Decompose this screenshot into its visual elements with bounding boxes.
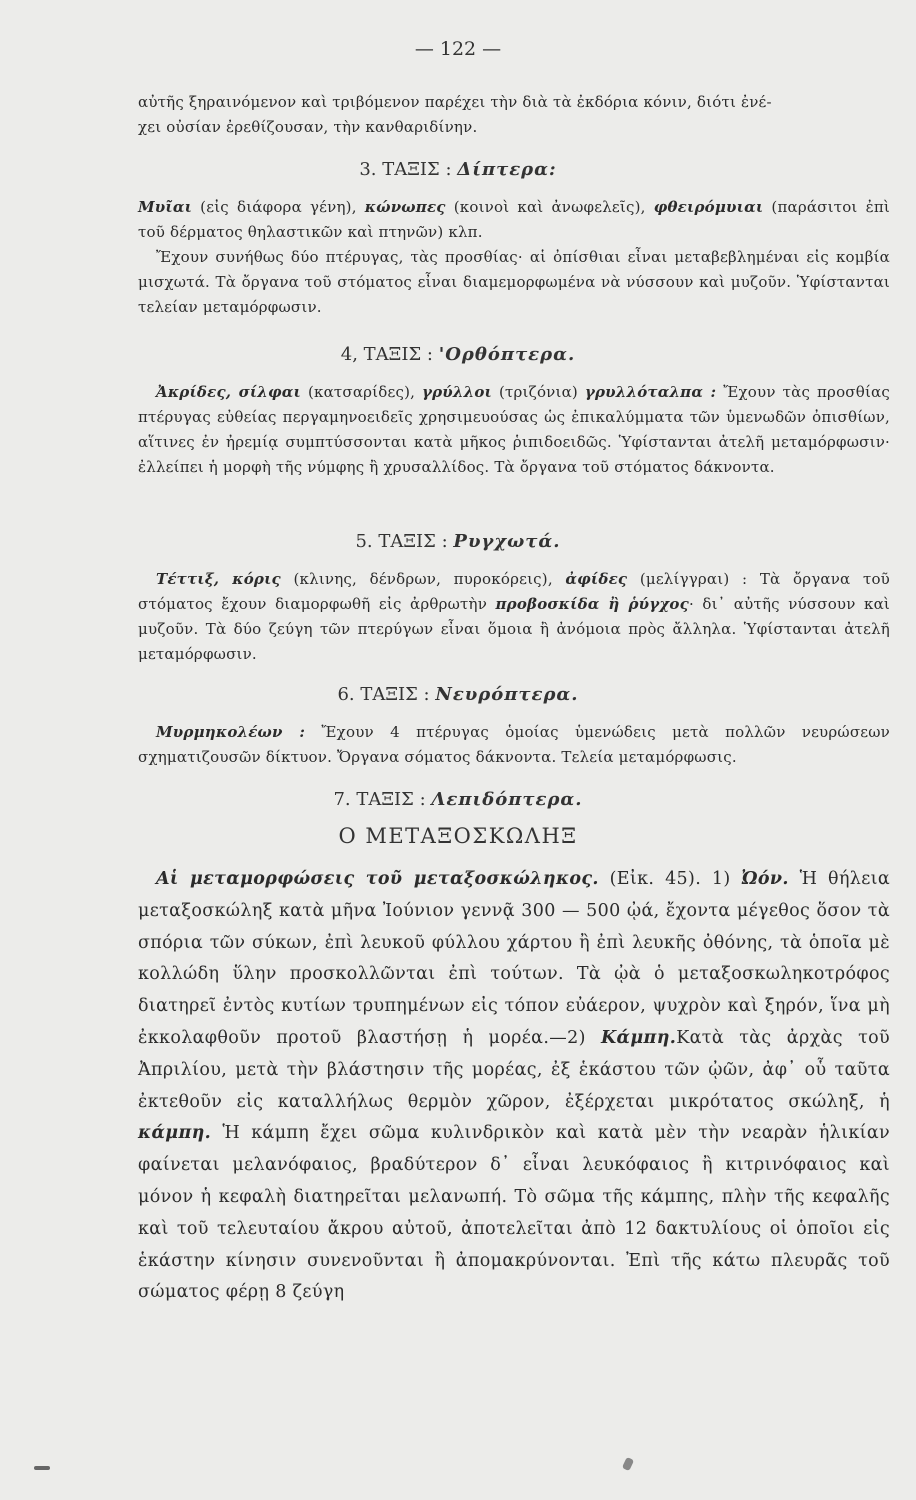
section-6-name: Νευρόπτερα. bbox=[435, 684, 579, 705]
section-7-heading bbox=[0, 788, 916, 812]
section-6-body bbox=[138, 720, 890, 770]
term-akrides: Ἀκρίδες, σίλφαι bbox=[156, 383, 301, 401]
main-body bbox=[138, 864, 890, 1309]
term-ftheiromuiai: φθειρόμυιαι bbox=[653, 198, 764, 216]
section-4-text-2: (τριζόνια) bbox=[492, 383, 585, 401]
section-4-text-1: (κατσαρίδες), bbox=[301, 383, 423, 401]
section-6-number: 6. ΤΑΞΙΣ : bbox=[337, 684, 430, 705]
section-3-body bbox=[138, 195, 890, 320]
main-paragraph bbox=[138, 864, 890, 1309]
figure-reference: (Εἰκ. 45). 1) bbox=[598, 869, 742, 889]
section-7-number: 7. ΤΑΞΙΣ : bbox=[333, 789, 426, 810]
section-4-para bbox=[138, 380, 890, 480]
section-6-heading bbox=[0, 683, 916, 707]
term-grylloi: γρύλλοι bbox=[422, 383, 493, 401]
body-text-1: Ἡ θήλεια μεταξοσκώληξ κατὰ μῆνα Ἰούνιον γεννᾷ 300 — 500 ᾠά, ἔχοντα μέγεθος ὅσον τὰ σπόρια τῶν σύκων, ἐπὶ λευκοῦ φύλλου χάρτου ἢ ἐπὶ λευκῆς ὀθόνης, τὰ ὁποῖα μὲ κολλώδη ὕλην προσκολλῶνται ἐπὶ τούτων. Τὰ ᾠὰ ὁ μεταξοσκωληκοτρόφος διατηρεῖ ἐντὸς κυτίων τρυπημένων εἰς τόπον εὐάερον, ψυχρὸν καὶ ξηρόν, ἵνα μὴ ἐκκολαφθοῦν προτοῦ βλαστήσῃ ἡ μορέα.—2) bbox=[138, 869, 891, 1048]
section-3-number: 3. ΤΑΞΙΣ : bbox=[359, 159, 452, 180]
term-proboskida: προβοσκίδα ἢ ῥύγχος bbox=[495, 595, 689, 613]
section-5-text-3: · δι᾽ αὐτῆς νύσσουν καὶ μυζοῦν. Τὰ δύο ζεύγη τῶν πτερύγων εἶναι ὅμοια ἢ ἀνόμοια πρὸς ἄλληλα. Ὑφίστανται ἀτελῆ μεταμόρφωσιν. bbox=[138, 595, 891, 663]
section-5-para bbox=[138, 567, 890, 667]
scan-speck bbox=[34, 1466, 50, 1470]
intro-line-1: αὐτῆς ξηραινόμενον καὶ τριβόμενον παρέχει τὴν διὰ τὰ ἐκδόρια κόνιν, διότι ἐνέ- bbox=[138, 93, 772, 111]
section-5-body bbox=[138, 567, 890, 667]
section-3-name: Δίπτερα: bbox=[457, 159, 557, 180]
section-6-text-1: Ἔχουν 4 πτέρυγας ὁμοίας ὑμενώδεις μετὰ πολλῶν νευρώσεων σχηματιζουσῶν δίκτυον. Ὄργανα σόματος δάκνοντα. Τελεία μεταμόρφωσις. bbox=[138, 723, 890, 766]
section-5-number: 5. ΤΑΞΙΣ : bbox=[355, 531, 448, 552]
section-5-name: Ρυγχωτά. bbox=[453, 531, 561, 552]
section-5-heading bbox=[0, 530, 916, 554]
section-4-body bbox=[138, 380, 890, 480]
term-konopes: κώνωπες bbox=[364, 198, 446, 216]
section-5-text-2: (μελίγγραι) : Τὰ ὄργανα τοῦ στόματος ἔχουν διαμορφωθῆ εἰς ἀρθρωτὴν bbox=[138, 570, 890, 613]
section-3-heading bbox=[0, 158, 916, 182]
scan-speck bbox=[622, 1457, 634, 1471]
term-kampi: Κάμπη. bbox=[601, 1027, 677, 1048]
term-tettix: Τέττιξ, κόρις bbox=[156, 570, 281, 588]
section-4-name: 'Ορθόπτερα. bbox=[438, 344, 576, 365]
term-gryllotalpa: γρυλλόταλπα : bbox=[584, 383, 717, 401]
section-7-name: Λεπιδόπτερα. bbox=[431, 789, 583, 810]
section-4-number: 4, ΤΑΞΙΣ : bbox=[340, 344, 433, 365]
section-4-heading bbox=[0, 343, 916, 367]
section-3-text-3: (παράσιτοι ἐπὶ τοῦ δέρματος θηλαστικῶν καὶ πτηνῶν) κλπ. bbox=[138, 198, 890, 241]
section-3-para-1 bbox=[138, 195, 890, 245]
term-oon: Ὠόν. bbox=[741, 869, 789, 889]
section-5-text-1: (κλινης, δένδρων, πυροκόρεις), bbox=[280, 570, 566, 588]
body-text-2: Κατὰ τὰς ἀρχὰς τοῦ Ἀπριλίου, μετὰ τὴν βλάστησιν τῆς μορέας, ἐξ ἑκάστου τῶν ᾠῶν, ἀφ᾽ οὗ ταῦτα ἐκτεθοῦν εἰς καταλλήλως θερμὸν χῶρον, ἐξέρχεται μικρότατος σκώληξ, ἡ bbox=[138, 1027, 890, 1112]
section-3-para-2: Ἔχουν συνήθως δύο πτέρυγας, τὰς προσθίας· αἱ ὀπίσθιαι εἶναι μεταβεβλημέναι εἰς κομβία μισχωτά. Τὰ ὄργανα τοῦ στόματος εἶναι διαμεμορφωμένα νὰ νύσσουν καὶ μυζοῦν. Ὑφίστανται τελείαν μεταμόρφωσιν. bbox=[138, 248, 890, 316]
body-text-3: Ἡ κάμπη ἔχει σῶμα κυλινδρικὸν καὶ κατὰ μὲν τὴν νεαρὰν ἡλικίαν φαίνεται μελανόφαιος, βραδύτερον δ᾽ εἶναι λευκόφαιος ἢ κιτρινόφαιος καὶ μόνον ἡ κεφαλὴ διατηρεῖται μελανωπή. Τὸ σῶμα τῆς κάμπης, πλὴν τῆς κεφαλῆς καὶ τοῦ τελευταίου ἄκρου αὐτοῦ, ἀποτελεῖται ἀπὸ 12 δακτυλίους οἱ ὁποῖοι εἰς ἑκάστην κίνησιν συνενοῦνται ἢ ἀπομακρύνονται. Ἐπὶ τῆς κάτω πλευρᾶς τοῦ σώματος φέρῃ 8 ζεύγη bbox=[138, 1123, 890, 1303]
body-lead-heading: Αἱ μεταμορφώσεις τοῦ μεταξοσκώληκος. bbox=[156, 869, 599, 889]
page-number: — 122 — bbox=[414, 38, 502, 60]
term-afides: ἀφίδες bbox=[565, 570, 628, 588]
section-4-text-3: Ἔχουν τὰς προσθίας πτέρυγας εὐθείας περγαμηνοειδεῖς χρησιμευούσας ὡς ἐπικαλύμματα τῶν ὑμενωδῶν ὀπισθίων, αἵτινες ἐν ἠρεμίᾳ συμπτύσσονται κατὰ μῆκος ῥιπιδοειδῶς. Ὑφίστανται ἀτελῆ μεταμόρφωσιν· ἐλλείπει ἡ μορφὴ τῆς νύμφης ἢ χρυσαλλίδος. Τὰ ὄργανα τοῦ στόματος δάκνοντα. bbox=[138, 383, 890, 476]
intro-line-2: χει οὐσίαν ἐρεθίζουσαν, τὴν κανθαριδίνην. bbox=[138, 118, 478, 136]
section-3-text-1: (εἰς διάφορα γένη), bbox=[192, 198, 365, 216]
intro-paragraph bbox=[138, 90, 890, 140]
chapter-title: Ο ΜΕΤΑΞΟΣΚΩΛΗΞ bbox=[338, 824, 578, 848]
term-kampi-2: κάμπη. bbox=[138, 1123, 212, 1144]
term-myrmikoleon: Μυρμηκολέων : bbox=[156, 723, 306, 741]
section-6-para bbox=[138, 720, 890, 770]
section-3-text-2: (κοινοὶ καὶ ἀνωφελεῖς), bbox=[445, 198, 654, 216]
term-muiai: Μυῖαι bbox=[138, 198, 193, 216]
